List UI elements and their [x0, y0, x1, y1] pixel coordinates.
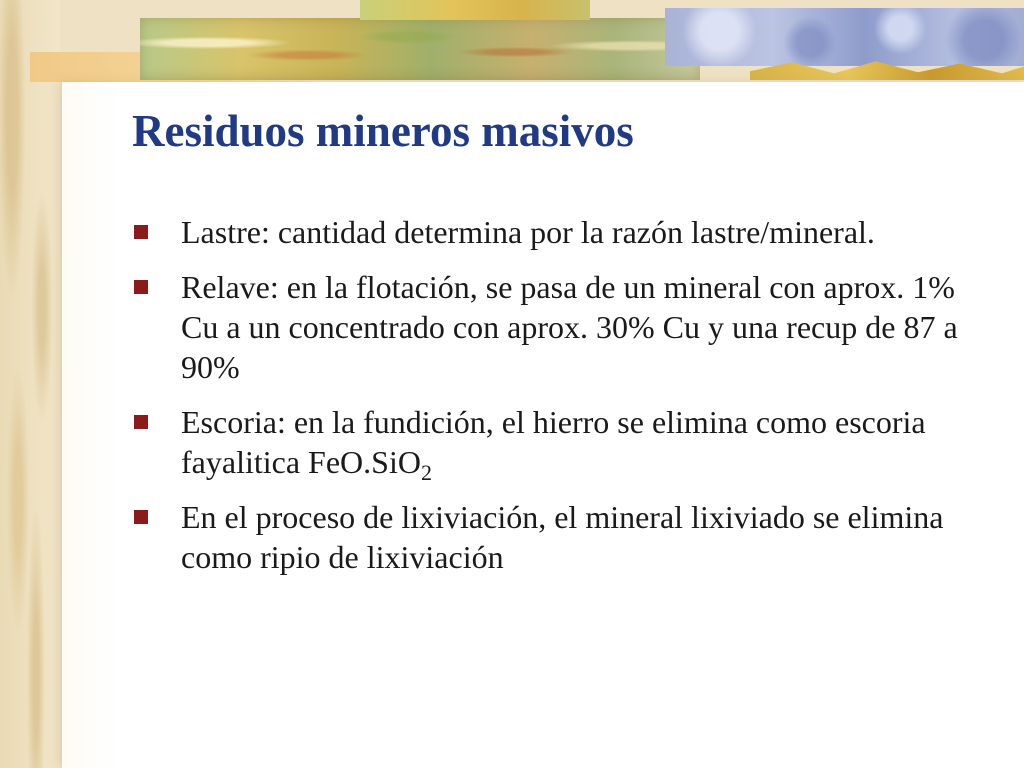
square-bullet-icon [134, 225, 148, 239]
square-bullet-icon [134, 280, 148, 294]
bullet-text: En el proceso de lixiviación, el mineral lixiviado se elimina como ripio de lixiviación [181, 499, 944, 575]
bullet-item [132, 212, 992, 252]
bullet-text: Lastre: cantidad determina por la razón lastre/mineral. [181, 214, 875, 250]
parchment-background [0, 0, 60, 768]
slide-title: Residuos mineros masivos [132, 106, 634, 156]
decorative-banner [30, 0, 1024, 88]
square-bullet-icon [134, 510, 148, 524]
square-bullet-icon [134, 415, 148, 429]
banner-leaf-image [140, 18, 700, 80]
banner-flower-strip [360, 0, 590, 20]
bullet-text: Escoria: en la fundición, el hierro se elimina como escoria fayalitica FeO.SiO [181, 404, 926, 480]
bullet-subscript: 2 [420, 460, 432, 485]
bullet-item [132, 497, 992, 577]
bullet-item [132, 267, 992, 387]
bullet-item [132, 402, 992, 485]
bullet-list [132, 212, 992, 592]
bullet-text: Relave: en la flotación, se pasa de un mineral con aprox. 1% Cu a un concentrado con aprox. 30% Cu y una recup de 87 a 90% [181, 269, 958, 385]
banner-blue-image [665, 8, 1024, 66]
